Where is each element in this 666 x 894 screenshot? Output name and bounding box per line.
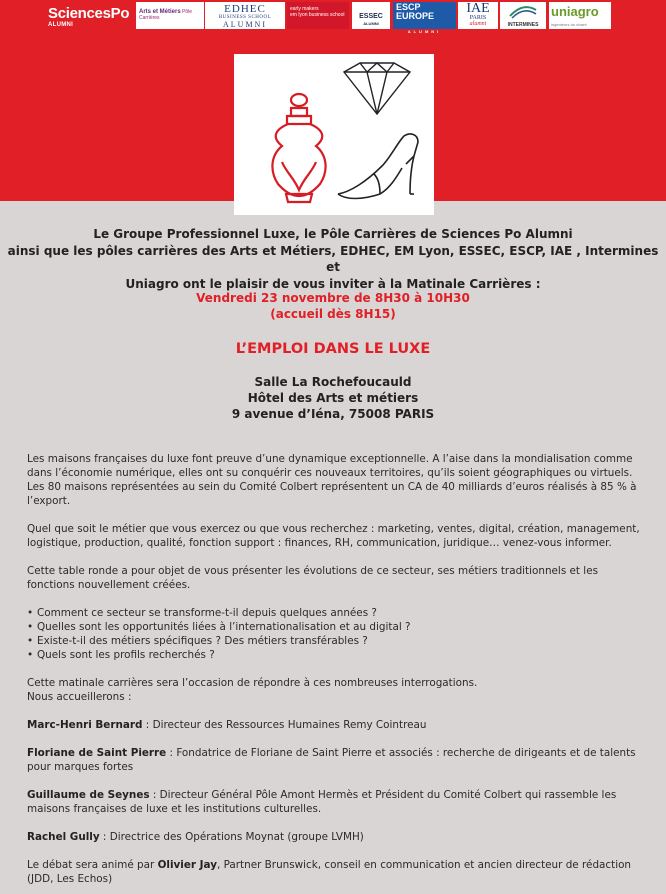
speaker-role: : Fondatrice de Floriane de Saint Pierre et associés : recherche de dirigeants et de talents pour marques fortes bbox=[27, 747, 636, 773]
essec-logo-text: ESSEC bbox=[359, 13, 383, 20]
intermines-logo bbox=[500, 2, 546, 29]
event-venue bbox=[0, 374, 666, 422]
iae-logo bbox=[458, 2, 498, 29]
paragraph-welcome: Nous accueillerons : bbox=[27, 691, 132, 703]
moderator-role: , Partner Brunswick, conseil en communication et ancien directeur de rédaction (JDD, Les Echos) bbox=[27, 859, 632, 885]
intro-line-2: ainsi que les pôles carrières des Arts et Métiers, EDHEC, EM Lyon, ESSEC, ESCP, IAE , Intermines et bbox=[7, 243, 659, 274]
partner-logos bbox=[0, 0, 666, 34]
paragraph-jobs: Quel que soit le métier que vous exercez ou que vous recherchez : marketing, ventes, digital, création, management, logistique, production, qualité, fonction support : finances, RH, communication, juridique… venez-vous informer. bbox=[27, 523, 640, 549]
invitation-intro bbox=[0, 226, 666, 292]
speaker-entry bbox=[27, 830, 642, 844]
diamond-icon bbox=[344, 63, 410, 114]
intermines-swoosh-icon bbox=[508, 4, 538, 20]
event-welcome-time: (accueil dès 8H15) bbox=[270, 307, 396, 321]
venue-address: 9 avenue d’Iéna, 75008 PARIS bbox=[231, 407, 435, 421]
emlyon-logo-text: early makers bbox=[290, 6, 319, 12]
moderator-intro: Le débat sera animé par bbox=[27, 859, 158, 871]
iae-logo-sub: PARIS bbox=[469, 15, 487, 21]
speaker-role: : Directrice des Opérations Moynat (groupe LVMH) bbox=[99, 831, 364, 843]
uniagro-logo-sub: ingénieurs du vivant bbox=[551, 22, 587, 27]
escp-logo bbox=[393, 2, 456, 34]
list-item: • Comment ce secteur se transforme-t-il depuis quelques années ? bbox=[27, 606, 642, 620]
event-date-line: Vendredi 23 novembre de 8H30 à 10H30 bbox=[196, 291, 470, 305]
sciences-po-logo-sub: ALUMNI bbox=[48, 22, 74, 28]
edhec-logo bbox=[205, 2, 285, 29]
list-item: • Quelles sont les opportunités liées à l’internationalisation et au digital ? bbox=[27, 620, 642, 634]
paragraph-occasion: Cette matinale carrières sera l’occasion de répondre à ces nombreuses interrogations. bbox=[27, 677, 478, 689]
paragraph-context: Les maisons françaises du luxe font preuve d’une dynamique exceptionnelle. A l’aise dans la mondialisation comme dans l’économie numérique, elles ont su conquérir ces nouveaux territoires, qu’ils soient géographiques ou virtuels. Les 80 maisons représentées au sein du Comité Colbert représentent un CA de 40 milliards d’euros réalisés à 85 % à l’export. bbox=[27, 453, 637, 507]
venue-room: Salle La Rochefoucauld bbox=[254, 375, 412, 389]
speaker-entry bbox=[27, 788, 642, 816]
moderator-entry bbox=[27, 858, 642, 886]
speaker-entry bbox=[27, 718, 642, 732]
edhec-logo-text: EDHEC bbox=[224, 3, 266, 15]
speaker-entry bbox=[27, 746, 642, 774]
arts-metiers-logo-text: Arts et Métiers bbox=[139, 9, 181, 15]
event-description bbox=[27, 452, 642, 886]
edhec-logo-alumni: ALUMNI bbox=[223, 20, 267, 29]
high-heel-icon bbox=[338, 134, 418, 199]
emlyon-logo-sub: em lyon business school bbox=[290, 12, 345, 18]
sciences-po-logo bbox=[48, 6, 129, 29]
list-item: • Quels sont les profils recherchés ? bbox=[27, 648, 642, 662]
speaker-role: : Directeur Général Pôle Amont Hermès et Président du Comité Colbert qui rassemble les maisons françaises de luxe et les institutions culturelles. bbox=[27, 789, 617, 815]
moderator-name: Olivier Jay bbox=[157, 859, 217, 871]
iae-logo-text: IAE bbox=[466, 1, 490, 16]
paragraph-purpose: Cette table ronde a pour objet de vous présenter les évolutions de ce secteur, ses métiers traditionnels et les fonctions nouvellement créées. bbox=[27, 565, 599, 591]
escp-logo-text: ESCP EUROPE bbox=[396, 2, 435, 21]
intro-line-3: Uniagro ont le plaisir de vous inviter à la Matinale Carrières : bbox=[125, 276, 541, 291]
emlyon-logo bbox=[287, 2, 349, 29]
iae-logo-alumni: alumni bbox=[469, 21, 487, 27]
intermines-logo-text: INTERMINES bbox=[507, 22, 539, 28]
speaker-name: Rachel Gully bbox=[27, 831, 100, 843]
edhec-logo-sub: BUSINESS SCHOOL bbox=[218, 15, 272, 20]
arts-metiers-logo-sub: Pôle Carrières bbox=[139, 9, 193, 21]
intro-line-1: Le Groupe Professionnel Luxe, le Pôle Carrières de Sciences Po Alumni bbox=[93, 227, 573, 241]
uniagro-logo-text: uniagro bbox=[551, 4, 599, 19]
essec-logo-sub: ALUMNI bbox=[363, 21, 379, 26]
escp-logo-sub: ALUMNI bbox=[407, 29, 442, 34]
speaker-name: Floriane de Saint Pierre bbox=[27, 747, 167, 759]
luxury-illustration bbox=[234, 54, 434, 215]
arts-metiers-logo bbox=[136, 2, 204, 29]
speaker-role: : Directeur des Ressources Humaines Remy Cointreau bbox=[142, 719, 427, 731]
question-list bbox=[27, 606, 642, 662]
uniagro-logo bbox=[549, 2, 611, 29]
essec-logo bbox=[352, 2, 390, 29]
speaker-name: Guillaume de Seynes bbox=[27, 789, 150, 801]
speaker-name: Marc-Henri Bernard bbox=[27, 719, 143, 731]
event-date bbox=[0, 290, 666, 322]
event-title: L’EMPLOI DANS LE LUXE bbox=[235, 341, 431, 357]
perfume-bottle-icon bbox=[272, 94, 325, 202]
sciences-po-logo-text: SciencesPo bbox=[48, 5, 130, 22]
list-item: • Existe-t-il des métiers spécifiques ? Des métiers transférables ? bbox=[27, 634, 642, 648]
venue-building: Hôtel des Arts et métiers bbox=[247, 391, 419, 405]
